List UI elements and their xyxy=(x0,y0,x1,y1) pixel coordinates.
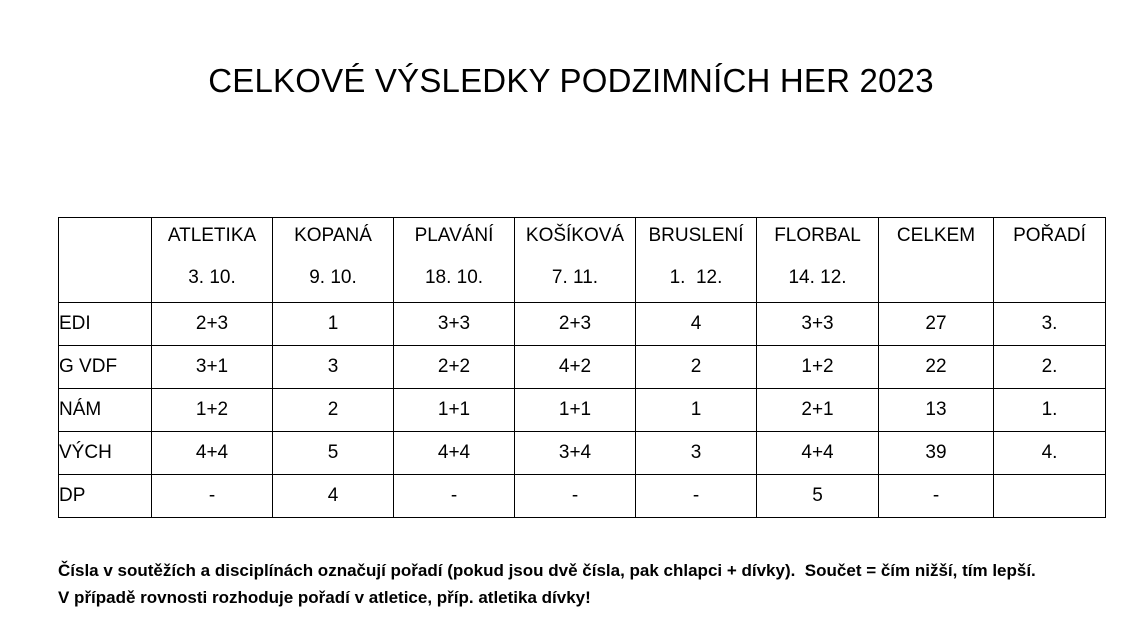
column-name: KOPANÁ xyxy=(294,225,372,246)
table-cell: - xyxy=(152,475,273,518)
header-cell-kosikova xyxy=(515,218,636,303)
table-cell: 1+1 xyxy=(515,389,636,432)
column-date: 9. 10. xyxy=(309,267,357,288)
team-name: NÁM xyxy=(59,389,152,432)
table-cell: 3 xyxy=(273,346,394,389)
table-cell: 3 xyxy=(636,432,757,475)
table-cell: 2+3 xyxy=(152,303,273,346)
table-cell: 1+1 xyxy=(394,389,515,432)
rank-cell: 3. xyxy=(994,303,1106,346)
table-cell: 3+4 xyxy=(515,432,636,475)
table-cell: 4+4 xyxy=(394,432,515,475)
table-cell: 4 xyxy=(636,303,757,346)
header-cell-poradi xyxy=(994,218,1106,303)
footnote-line: Čísla v soutěžích a disciplínách označují pořadí (pokud jsou dvě čísla, pak chlapci + dívky). Součet = čím nižší, tím lepší. xyxy=(58,561,1036,580)
table-cell: 1+2 xyxy=(757,346,879,389)
column-name: ATLETIKA xyxy=(167,225,257,246)
header-cell-brusleni xyxy=(636,218,757,303)
table-cell: 2+3 xyxy=(515,303,636,346)
table-cell: 1 xyxy=(636,389,757,432)
table-row xyxy=(59,389,1106,432)
column-date: 18. 10. xyxy=(424,267,484,288)
rank-cell: 4. xyxy=(994,432,1106,475)
table-cell: 2 xyxy=(273,389,394,432)
total-cell: 13 xyxy=(879,389,994,432)
column-name: KOŠÍKOVÁ xyxy=(525,225,625,246)
team-name: EDI xyxy=(59,303,152,346)
page-title: CELKOVÉ VÝSLEDKY PODZIMNÍCH HER 2023 xyxy=(208,62,934,99)
column-name: FLORBAL xyxy=(774,225,861,246)
table-cell: - xyxy=(394,475,515,518)
footnote-line: V případě rovnosti rozhoduje pořadí v atletice, příp. atletika dívky! xyxy=(58,588,591,607)
column-name: POŘADÍ xyxy=(1013,225,1086,246)
rank-cell xyxy=(994,475,1106,518)
column-date: 7. 11. xyxy=(551,267,599,288)
column-date: 3. 10. xyxy=(188,267,236,288)
table-cell: 1+2 xyxy=(152,389,273,432)
table-cell: 2+1 xyxy=(757,389,879,432)
table-row xyxy=(59,475,1106,518)
header-cell-empty xyxy=(59,218,152,303)
header-cell-kopana xyxy=(273,218,394,303)
header-cell-celkem xyxy=(879,218,994,303)
table-header-row xyxy=(59,218,1106,303)
table-cell: 4 xyxy=(273,475,394,518)
results-table xyxy=(58,217,1106,518)
table-cell: 4+2 xyxy=(515,346,636,389)
table-cell: - xyxy=(636,475,757,518)
header-cell-plavani xyxy=(394,218,515,303)
team-name: G VDF xyxy=(59,346,152,389)
table-row xyxy=(59,303,1106,346)
total-cell: 27 xyxy=(879,303,994,346)
table-cell: 4+4 xyxy=(757,432,879,475)
column-date: 14. 12. xyxy=(788,267,847,288)
table-cell: 3+1 xyxy=(152,346,273,389)
table-cell: 2+2 xyxy=(394,346,515,389)
table-cell: 2 xyxy=(636,346,757,389)
table-cell: 3+3 xyxy=(757,303,879,346)
table-cell: 5 xyxy=(273,432,394,475)
team-name: VÝCH xyxy=(59,432,152,475)
table-cell: - xyxy=(515,475,636,518)
total-cell: - xyxy=(879,475,994,518)
column-name: PLAVÁNÍ xyxy=(414,225,494,246)
table-row xyxy=(59,432,1106,475)
column-name: BRUSLENÍ xyxy=(648,225,744,246)
table-cell: 4+4 xyxy=(152,432,273,475)
table-row xyxy=(59,346,1106,389)
total-cell: 39 xyxy=(879,432,994,475)
header-cell-florbal xyxy=(757,218,879,303)
header-cell-atletika xyxy=(152,218,273,303)
team-name: DP xyxy=(59,475,152,518)
rank-cell: 1. xyxy=(994,389,1106,432)
column-date: 1. 12. xyxy=(669,267,723,288)
table-cell: 5 xyxy=(757,475,879,518)
rank-cell: 2. xyxy=(994,346,1106,389)
table-cell: 1 xyxy=(273,303,394,346)
footnote xyxy=(58,557,1036,611)
column-name: CELKEM xyxy=(896,225,976,246)
total-cell: 22 xyxy=(879,346,994,389)
table-cell: 3+3 xyxy=(394,303,515,346)
